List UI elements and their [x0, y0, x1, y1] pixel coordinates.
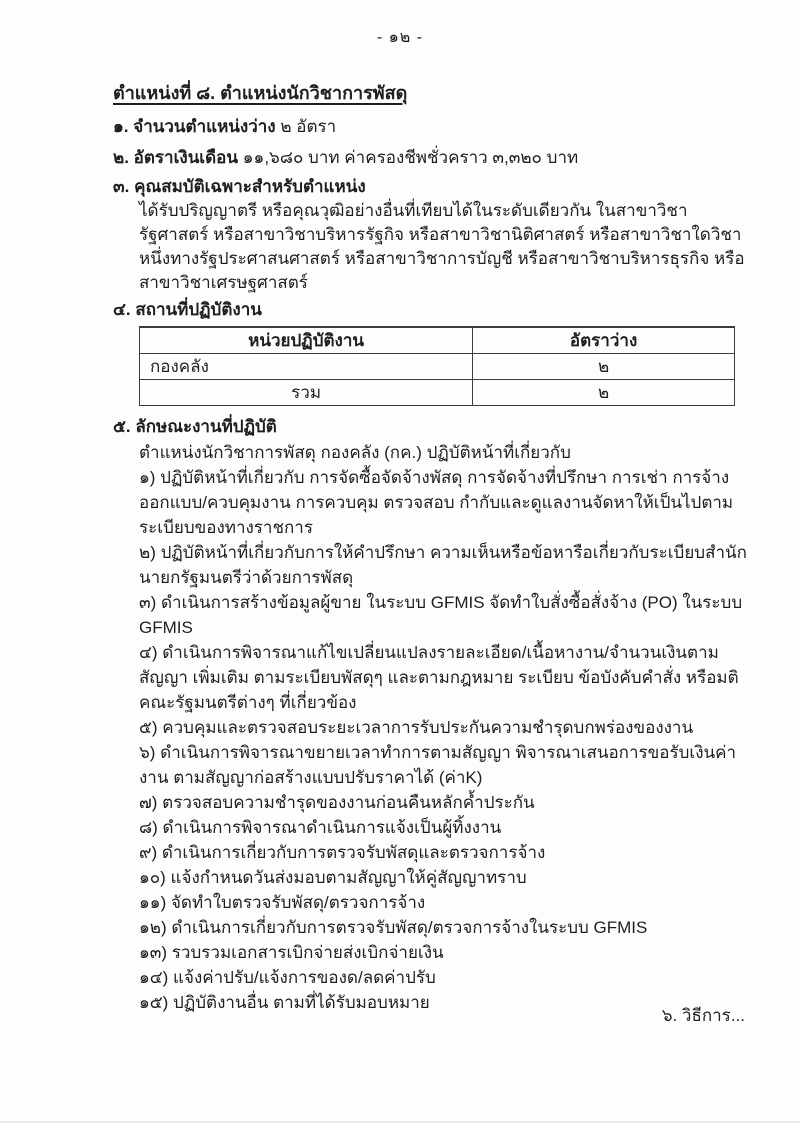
workplace-heading: ๔. สถานที่ปฏิบัติงาน — [113, 300, 262, 319]
duty-item: ๘) ดำเนินการพิจารณาดำเนินการแจ้งเป็นผู้ทิ้งงาน — [139, 818, 502, 837]
vacancy-value: ๒ อัตรา — [280, 117, 337, 136]
duty-item: ๙) ดำเนินการเกี่ยวกับการตรวจรับพัสดุและตรวจการจ้าง — [139, 843, 546, 862]
duty-item: ๔) ดำเนินการพิจารณาแก้ไขเปลี่ยนแปลงรายละเอียด/เนื้อหางาน/จำนวนเงินตามสัญญา เพิ่มเติม ตามระเบียบพัสดุๆ และตามกฎหมาย ระเบียบ ข้อบังคับคำสั่ง หรือมติคณะรัฐมนตรีต่างๆ ที่เกี่ยวข้อง — [139, 643, 739, 712]
continuation-note: ๖. วิธีการ... — [661, 1006, 745, 1025]
unit-cell: กองคลัง — [140, 354, 473, 380]
duty-item: ๑๐) แจ้งกำหนดวันส่งมอบตามสัญญาให้คู่สัญญาทราบ — [139, 868, 527, 887]
vacancy-label: ๑. จำนวนตำแหน่งว่าง — [113, 117, 276, 136]
workplace-table-header-row — [140, 327, 735, 354]
section-vacancy — [113, 114, 750, 139]
duty-item: ๑๓) รวบรวมเอกสารเบิกจ่ายส่งเบิกจ่ายเงิน — [139, 943, 444, 962]
duty-item: ๖) ดำเนินการพิจารณาขยายเวลาทำการตามสัญญา พิจารณาเสนอการขอรับเงินค่างาน ตามสัญญา​ก่อสร้างแบบปรับราคาได้ (ค่าK) — [139, 743, 737, 787]
workplace-table — [139, 326, 735, 406]
page-content — [0, 48, 800, 1015]
duties-intro: ตำแหน่งนักวิชาการพัสดุ กองคลัง (กค.) ปฏิบัติหน้าที่เกี่ยวกับ — [139, 443, 571, 462]
duty-item: ๑๒) ดำเนินการเกี่ยวกับการตรวจรับพัสดุ/ตรวจการจ้างในระบบ GFMIS — [139, 918, 648, 937]
qualifications-heading: ๓. คุณสมบัติเฉพาะสำหรับตำแหน่ง — [113, 177, 366, 196]
workplace-table-row — [140, 354, 735, 380]
workplace-table-total-row — [140, 380, 735, 406]
duty-item: ๓) ดำเนินการสร้างข้อมูลผู้ขาย ในระบบ GFMIS จัดทำใบสั่งซื้อสั่งจ้าง (PO) ในระบบ GFMIS — [139, 593, 743, 637]
duty-item: ๑) ปฏิบัติหน้าที่เกี่ยวกับ การจัดซื้อจัดจ้างพัสดุ การจัดจ้างที่ปรึกษา การเช่า การจ้างออกแบบ/ควบคุมงาน การควบคุม ตรวจสอบ กำกับและดูแลงานจัดหาให้เป็นไปตามระเบียบของทางราชการ — [139, 468, 734, 537]
total-vacancy-cell: ๒ — [473, 380, 735, 406]
duty-item: ๕) ควบคุมและตรวจสอบระยะเวลาการรับประกันความชำรุดบกพร่องของงาน — [139, 718, 694, 737]
workplace-table-header-vacancy: อัตราว่าง — [473, 327, 735, 354]
salary-value: ๑๑,๖๘๐ บาท ค่าครองชีพชั่วคราว ๓,๓๒๐ บาท — [242, 148, 579, 167]
duty-item: ๑๑) จัดทำใบตรวจรับพัสดุ/ตรวจการจ้าง — [139, 893, 426, 912]
position-title: ตำแหน่งที่ ๘. ตำแหน่งนักวิชาการพัสดุ — [113, 83, 408, 103]
duty-item: ๗) ตรวจสอบความชำรุดของงานก่อนคืนหลักค้ำประกัน — [139, 793, 535, 812]
salary-label: ๒. อัตราเงินเดือน — [113, 148, 238, 167]
page-number: - ๑๒ - — [376, 29, 424, 46]
section-salary — [113, 145, 750, 170]
total-label-cell: รวม — [140, 380, 473, 406]
workplace-table-header-unit: หน่วยปฏิบัติงาน — [140, 327, 473, 354]
duty-item: ๒) ปฏิบัติหน้าที่เกี่ยวกับการให้คำปรึกษา ความเห็นหรือข้อหารือเกี่ยวกับระเบียบสำนักนายกรัฐมนตรีว่าด้วย​การพัสดุ — [139, 543, 747, 587]
duty-item: ๑๔) แจ้งค่าปรับ/แจ้งการของด/ลดค่าปรับ — [139, 968, 436, 987]
duties-heading: ๕. ลักษณะงานที่ปฏิบัติ — [113, 417, 277, 436]
duty-item: ๑๕) ปฏิบัติงานอื่น ตามที่ได้รับมอบหมาย — [139, 993, 430, 1012]
vacancy-cell: ๒ — [473, 354, 735, 380]
qualifications-text: ได้รับปริญญาตรี หรือคุณวุฒิอย่างอื่นที่เทียบได้ในระดับเดียวกัน ในสาขาวิชารัฐศาสตร์ หรือสาขาวิชา​บริหารรัฐกิจ หรือสาขาวิชานิติศาสตร์ หรือสาขาวิชาใดวิชาหนึ่งทางรัฐประศาสนศาสตร์ หรือสาขาวิชาการบัญชี หรือสาขาวิชาบริหารธุรกิจ หรือสาขาวิชาเศรษฐศาสตร์ — [139, 201, 745, 292]
